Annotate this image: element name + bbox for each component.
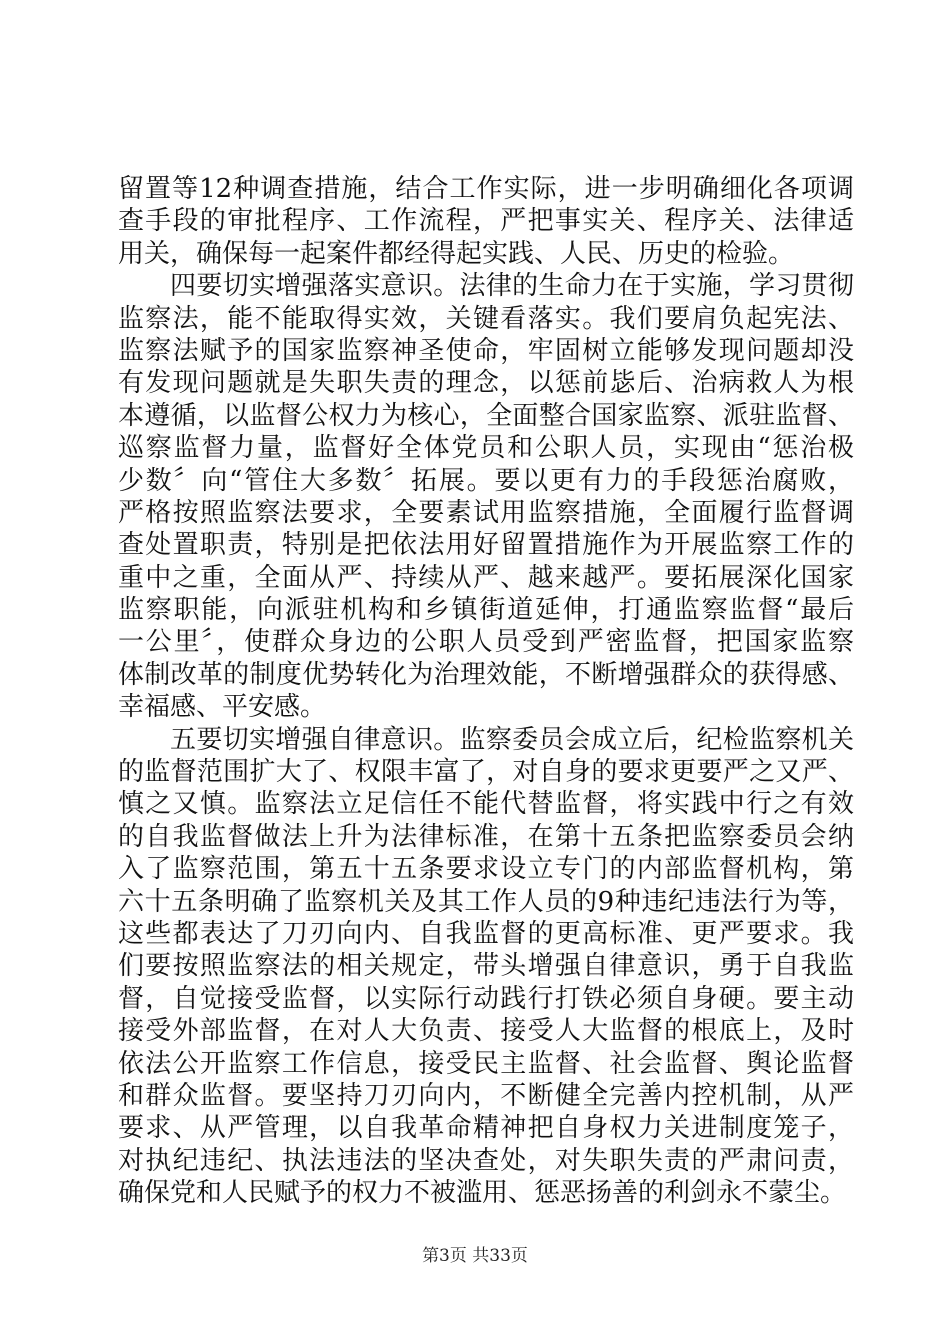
text-line: 重中之重，全面从严、持续从严、越来越严。要拓展深化国家 (118, 562, 854, 593)
text-line: 确保党和人民赋予的权力不被滥用、惩恶扬善的利剑永不蒙尘。 (118, 1178, 847, 1209)
text-line: 监察法，能不能取得实效，关键看落实。我们要肩负起宪法、 (118, 303, 854, 334)
text-line: 用关，确保每一起案件都经得起实践、人民、历史的检验。 (118, 238, 795, 269)
text-line: 对执纪违纪、执法违法的坚决查处，对失职失责的严肃问责， (118, 1145, 854, 1176)
text-line: 慎之又慎。监察法立足信任不能代替监督，将实践中行之有效 (118, 789, 854, 820)
text-line: 这些都表达了刀刃向内、自我监督的更高标准、更严要求。我 (118, 918, 854, 949)
text-line: 体制改革的制度优势转化为治理效能，不断增强群众的获得感、 (118, 659, 854, 690)
text-line: 入了监察范围，第五十五条要求设立专门的内部监督机构，第 (118, 854, 854, 885)
text-line: 本遵循，以监督公权力为核心，全面整合国家监察、派驻监督、 (118, 400, 854, 431)
paragraph-first-line: 四要切实增强落实意识。法律的生命力在于实施，学习贯彻 (170, 271, 854, 302)
text-line: 有发现问题就是失职失责的理念，以惩前毖后、治病救人为根 (118, 368, 854, 399)
text-line: 们要按照监察法的相关规定，带头增强自律意识，勇于自我监 (118, 951, 854, 982)
text-line: 留置等12种调查措施，结合工作实际，进一步明确细化各项调 (118, 174, 854, 204)
text-line: 监察职能，向派驻机构和乡镇街道延伸，打通监察监督“最后 (118, 595, 854, 626)
text-line: 的自我监督做法上升为法律标准，在第十五条把监察委员会纳 (118, 821, 854, 852)
page-number-footer: 第3页 共33页 (422, 1246, 528, 1266)
text-line: 幸福感、平安感。 (118, 692, 327, 723)
text-line: 接受外部监督，在对人大负责、接受人大监督的根底上，及时 (118, 1016, 854, 1047)
text-line: 和群众监督。要坚持刀刃向内，不断健全完善内控机制，从严 (118, 1080, 854, 1111)
text-line: 六十五条明确了监察机关及其工作人员的9种违纪违法行为等， (118, 886, 854, 917)
text-line: 少数〞向“管住大多数〞拓展。要以更有力的手段惩治腐败， (118, 465, 854, 496)
text-line: 监察法赋予的国家监察神圣使命，牢固树立能够发现问题却没 (118, 335, 854, 366)
text-line: 要求、从严管理，以自我革命精神把自身权力关进制度笼子， (118, 1113, 854, 1144)
text-line: 巡察监督力量，监督好全体党员和公职人员，实现由“惩治极 (118, 433, 854, 464)
body-text (118, 173, 854, 1210)
text-line: 的监督范围扩大了、权限丰富了，对自身的要求更要严之又严、 (118, 757, 854, 788)
text-line: 查手段的审批程序、工作流程，严把事实关、程序关、法律适 (118, 206, 854, 237)
text-line: 依法公开监察工作信息，接受民主监督、社会监督、舆论监督 (118, 1048, 854, 1079)
text-line: 严格按照监察法要求，全要素试用监察措施，全面履行监督调 (118, 497, 854, 528)
paragraph-first-line: 五要切实增强自律意识。监察委员会成立后，纪检监察机关 (170, 724, 854, 755)
text-line: 一公里〞，使群众身边的公职人员受到严密监督，把国家监察 (118, 627, 854, 658)
text-line: 查处置职责，特别是把依法用好留置措施作为开展监察工作的 (118, 530, 854, 561)
text-line: 督，自觉接受监督，以实际行动践行打铁必须自身硬。要主动 (118, 983, 854, 1014)
